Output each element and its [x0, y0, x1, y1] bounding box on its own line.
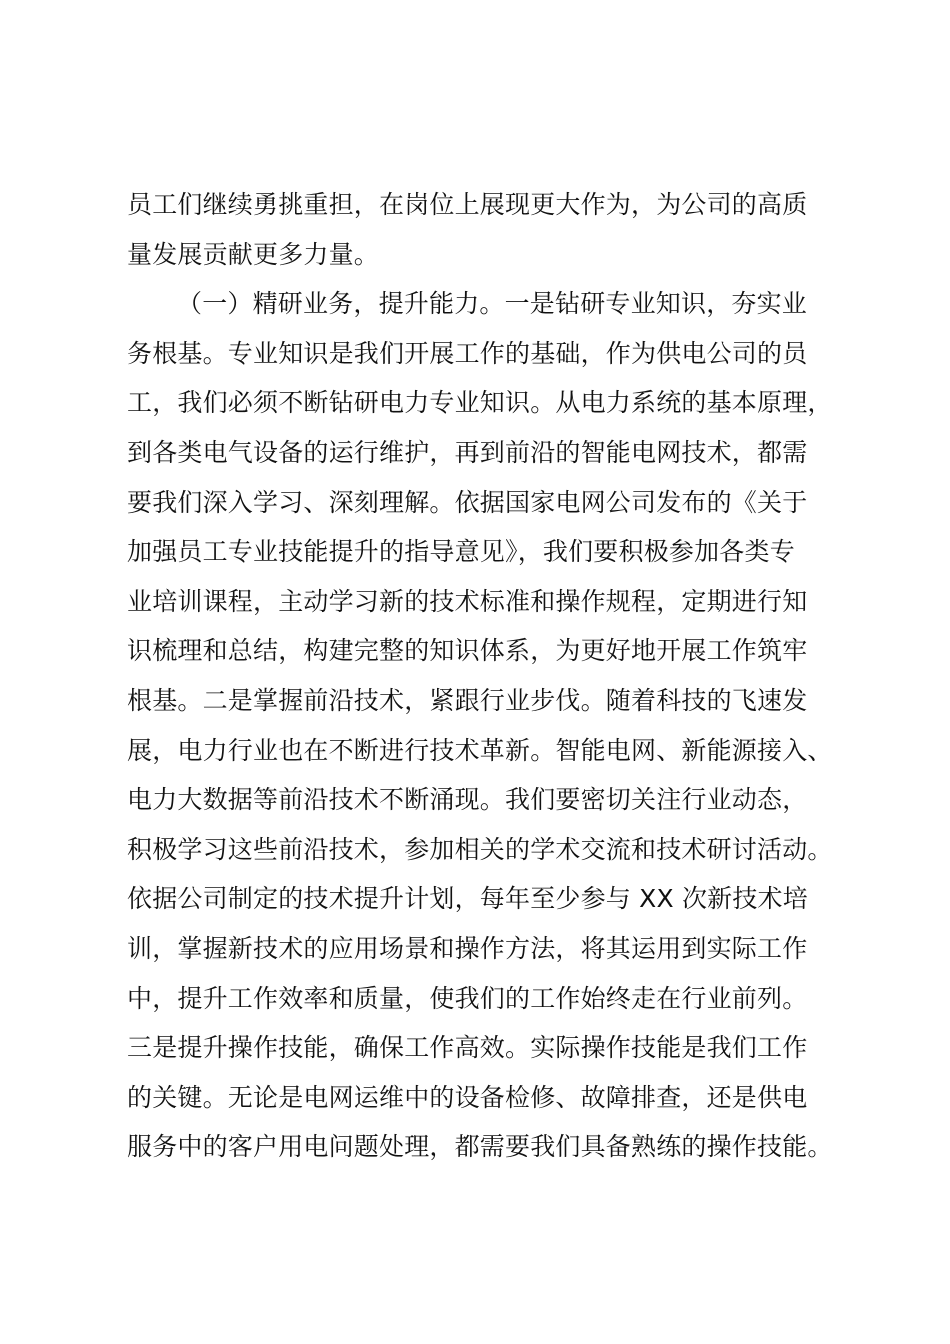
text-line: 员工们继续勇挑重担，在岗位上展现更大作为，为公司的高质 — [127, 190, 808, 219]
text-line: 量发展贡献更多力量。 — [127, 239, 380, 269]
text-line: 的关键。无论是电网运维中的设备检修、故障排查，还是供电 — [127, 1082, 808, 1112]
text-line: 服务中的客户用电问题处理，都需要我们具备熟练的操作技能。 — [127, 1132, 833, 1162]
text-line: 训，掌握新技术的应用场景和操作方法，将其运用到实际工作 — [127, 933, 808, 963]
text-line: 识梳理和总结，构建完整的知识体系，为更好地开展工作筑牢 — [127, 636, 808, 666]
document-body — [127, 180, 857, 1172]
text-line: 依据公司制定的技术提升计划，每年至少参与 XX 次新技术培 — [127, 884, 808, 914]
text-line: 工，我们必须不断钻研电力专业知识。从电力系统的基本原理， — [127, 388, 833, 418]
text-line: 展，电力行业也在不断进行技术革新。智能电网、新能源接入、 — [127, 735, 833, 765]
text-line: 电力大数据等前沿技术不断涌现。我们要密切关注行业动态， — [127, 785, 808, 815]
section-heading-line: （一）精研业务，提升能力。一是钻研专业知识，夯实业 — [177, 289, 808, 319]
text-line: 业培训课程，主动学习新的技术标准和操作规程，定期进行知 — [127, 586, 808, 616]
text-line: 中，提升工作效率和质量，使我们的工作始终走在行业前列。 — [127, 983, 808, 1013]
text-line: 要我们深入学习、深刻理解。依据国家电网公司发布的《关于 — [127, 487, 808, 517]
text-line: 加强员工专业技能提升的指导意见》，我们要积极参加各类专 — [127, 537, 795, 567]
text-line: 到各类电气设备的运行维护，再到前沿的智能电网技术，都需 — [127, 437, 808, 467]
text-line: 根基。二是掌握前沿技术，紧跟行业步伐。随着科技的飞速发 — [127, 685, 808, 715]
text-line: 三是提升操作技能，确保工作高效。实际操作技能是我们工作 — [127, 1033, 808, 1063]
text-line: 积极学习这些前沿技术，参加相关的学术交流和技术研讨活动。 — [127, 834, 833, 864]
text-line: 务根基。专业知识是我们开展工作的基础，作为供电公司的员 — [127, 338, 808, 368]
